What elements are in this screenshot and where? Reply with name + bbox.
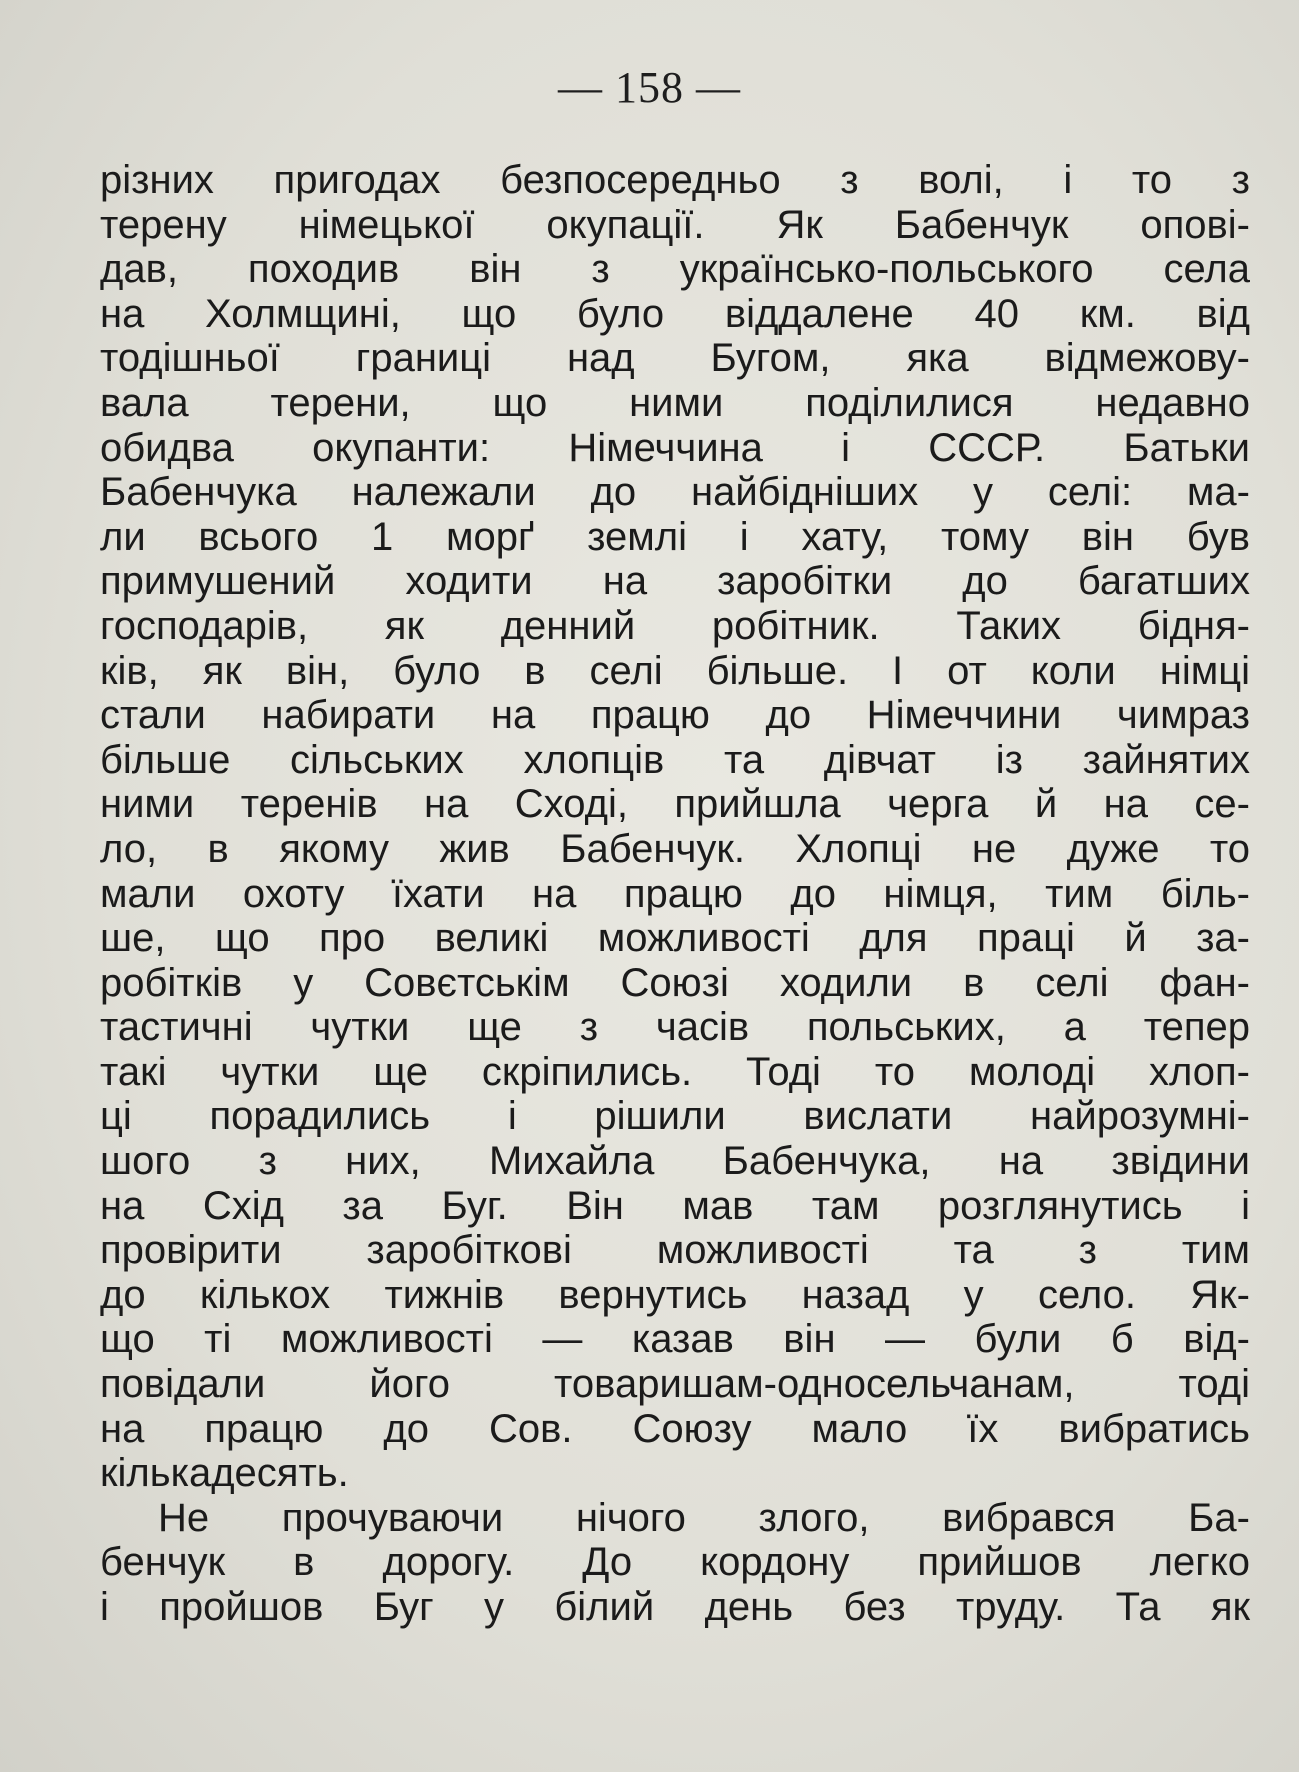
text-line: Не прочуваючи нічого злого, вибрався Ба- — [158, 1495, 1250, 1540]
body-text — [100, 158, 1250, 1630]
paragraph-1 — [100, 158, 1250, 1496]
text-line: повідали його товаришам-односельчанам, тоді — [100, 1362, 1250, 1407]
text-line: тастичні чутки ще з часів польських, а тепер — [100, 1005, 1250, 1050]
text-line: шого з них, Михайла Бабенчука, на звідини — [100, 1139, 1250, 1184]
text-line: до кількох тижнів вернутись назад у село. Як- — [100, 1272, 1250, 1317]
text-line: вала терени, що ними поділилися недавно — [100, 380, 1250, 425]
text-line: провірити заробіткові можливості та з тим — [100, 1228, 1250, 1273]
text-line: Бабенчука належали до найбідніших у селі: ма- — [100, 470, 1250, 515]
paragraph-2 — [100, 1496, 1250, 1630]
text-line: на працю до Сов. Союзу мало їх вибратись — [100, 1406, 1250, 1451]
text-line: ло, в якому жив Бабенчук. Хлопці не дуже то — [100, 826, 1250, 871]
text-line: дав, походив він з українсько-польського села — [100, 247, 1250, 292]
text-line: на Холмщині, що було віддалене 40 км. від — [100, 291, 1250, 336]
text-line: терену німецької окупації. Як Бабенчук опові- — [100, 202, 1250, 247]
text-line: ків, як він, було в селі більше. І от коли німці — [100, 648, 1250, 693]
page-number: — 158 — — [558, 63, 741, 112]
text-line: на Схід за Буг. Він мав там розглянутись і — [100, 1183, 1250, 1228]
text-line: більше сільських хлопців та дівчат із зайнятих — [100, 737, 1250, 782]
text-line: господарів, як денний робітник. Таких бідня- — [100, 603, 1250, 648]
text-line: робітків у Совєтськім Союзі ходили в селі фан- — [100, 960, 1250, 1005]
text-line: тодішньої границі над Бугом, яка відмежову- — [100, 336, 1250, 381]
text-line: кількадесять. — [100, 1451, 349, 1496]
text-line: примушений ходити на заробітки до багатших — [100, 559, 1250, 604]
text-line: ли всього 1 морґ землі і хату, тому він був — [100, 514, 1250, 559]
text-line: такі чутки ще скріпились. Тоді то молоді хлоп- — [100, 1049, 1250, 1094]
text-line: ці порадились і рішили вислати найрозумні- — [100, 1094, 1250, 1139]
text-line: ними теренів на Сході, прийшла черга й на се- — [100, 782, 1250, 827]
text-line: що ті можливості — казав він — були б від- — [100, 1317, 1250, 1362]
text-line: ше, що про великі можливості для праці й за- — [100, 916, 1250, 961]
text-line: обидва окупанти: Німеччина і СССР. Батьки — [100, 425, 1250, 470]
text-line: і пройшов Буг у білий день без труду. Та як — [100, 1585, 1250, 1629]
text-line: стали набирати на працю до Німеччини чимраз — [100, 693, 1250, 738]
text-line: різних пригодах безпосередньо з волі, і то з — [100, 158, 1250, 202]
text-line: мали охоту їхати на працю до німця, тим біль- — [100, 871, 1250, 916]
text-line: бенчук в дорогу. До кордону прийшов легко — [100, 1540, 1250, 1585]
